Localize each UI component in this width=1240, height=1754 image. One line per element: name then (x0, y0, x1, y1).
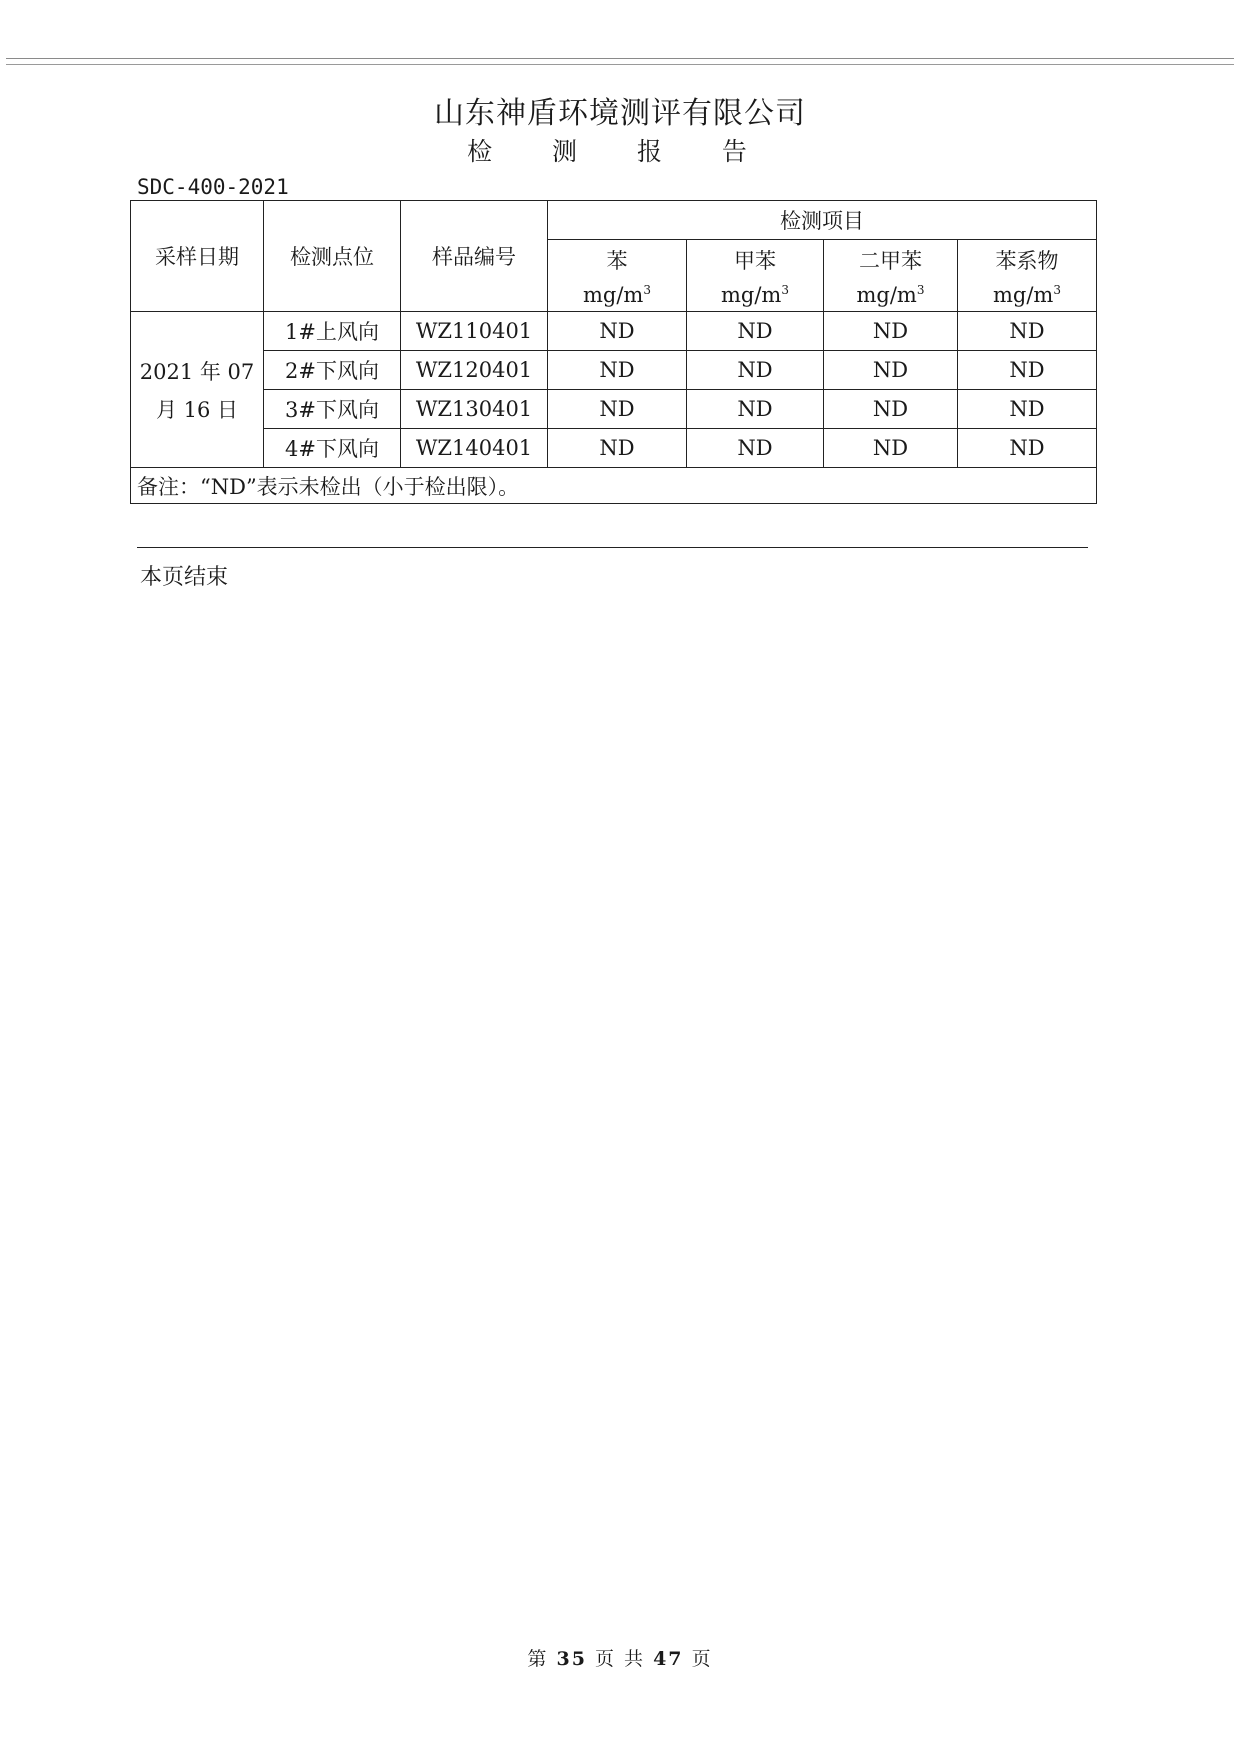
current-page-number: 35 (556, 1648, 587, 1670)
result-value: ND (548, 312, 687, 351)
result-value: ND (824, 390, 958, 429)
table-row (131, 351, 1097, 390)
item-header (958, 240, 1097, 312)
sample-id: WZ130401 (401, 390, 548, 429)
item-name: 苯 (606, 248, 628, 273)
note-row (131, 468, 1097, 504)
item-header (548, 240, 687, 312)
footer-middle: 页 共 (594, 1648, 646, 1670)
footer-suffix: 页 (691, 1648, 713, 1670)
test-point: 1#上风向 (264, 312, 401, 351)
table-header-row (131, 201, 1097, 240)
item-name: 甲苯 (734, 248, 776, 273)
test-point: 2#下风向 (264, 351, 401, 390)
table-row (131, 312, 1097, 351)
header-test-point: 检测点位 (264, 201, 401, 312)
note-text: 备注：“ND”表示未检出（小于检出限）。 (131, 468, 1097, 504)
item-unit: $mg/m^3$ (993, 282, 1061, 307)
footer-prefix: 第 (527, 1648, 549, 1670)
result-value: ND (824, 429, 958, 468)
item-header (687, 240, 824, 312)
result-value: ND (548, 390, 687, 429)
item-name: 苯系物 (995, 248, 1059, 273)
page-footer (0, 1644, 1240, 1671)
result-value: ND (687, 429, 824, 468)
table-row (131, 429, 1097, 468)
company-name: 山东神盾环境测评有限公司 (434, 96, 806, 131)
header-rule-bottom (6, 64, 1234, 65)
item-header (824, 240, 958, 312)
result-value: ND (824, 351, 958, 390)
header-rule-top (6, 58, 1234, 59)
item-name: 二甲苯 (859, 248, 922, 273)
result-value: ND (687, 312, 824, 351)
header-sampling-date: 采样日期 (131, 201, 264, 312)
results-table (130, 200, 1097, 504)
result-value: ND (687, 390, 824, 429)
result-value: ND (958, 351, 1097, 390)
item-unit: $mg/m^3$ (721, 282, 789, 307)
result-value: ND (958, 390, 1097, 429)
result-value: ND (958, 429, 1097, 468)
table-row (131, 390, 1097, 429)
item-unit: $mg/m^3$ (856, 282, 925, 307)
test-point: 4#下风向 (264, 429, 401, 468)
result-value: ND (548, 351, 687, 390)
result-value: ND (958, 312, 1097, 351)
total-page-number: 47 (653, 1648, 684, 1670)
header-test-items: 检测项目 (548, 201, 1097, 240)
report-number: SDC-400-2021 (137, 175, 289, 199)
test-point: 3#下风向 (264, 390, 401, 429)
header-sample-id: 样品编号 (401, 201, 548, 312)
item-unit: $mg/m^3$ (583, 282, 651, 307)
report-type: 检 测 报 告 (467, 137, 773, 166)
result-value: ND (548, 429, 687, 468)
sample-id: WZ120401 (401, 351, 548, 390)
sample-id: WZ110401 (401, 312, 548, 351)
sampling-date-cell: 2021 年 07 月 16 日 (131, 312, 264, 468)
result-value: ND (687, 351, 824, 390)
result-value: ND (824, 312, 958, 351)
page-end-text: 本页结束 (140, 565, 229, 590)
sample-id: WZ140401 (401, 429, 548, 468)
end-divider (137, 547, 1088, 548)
